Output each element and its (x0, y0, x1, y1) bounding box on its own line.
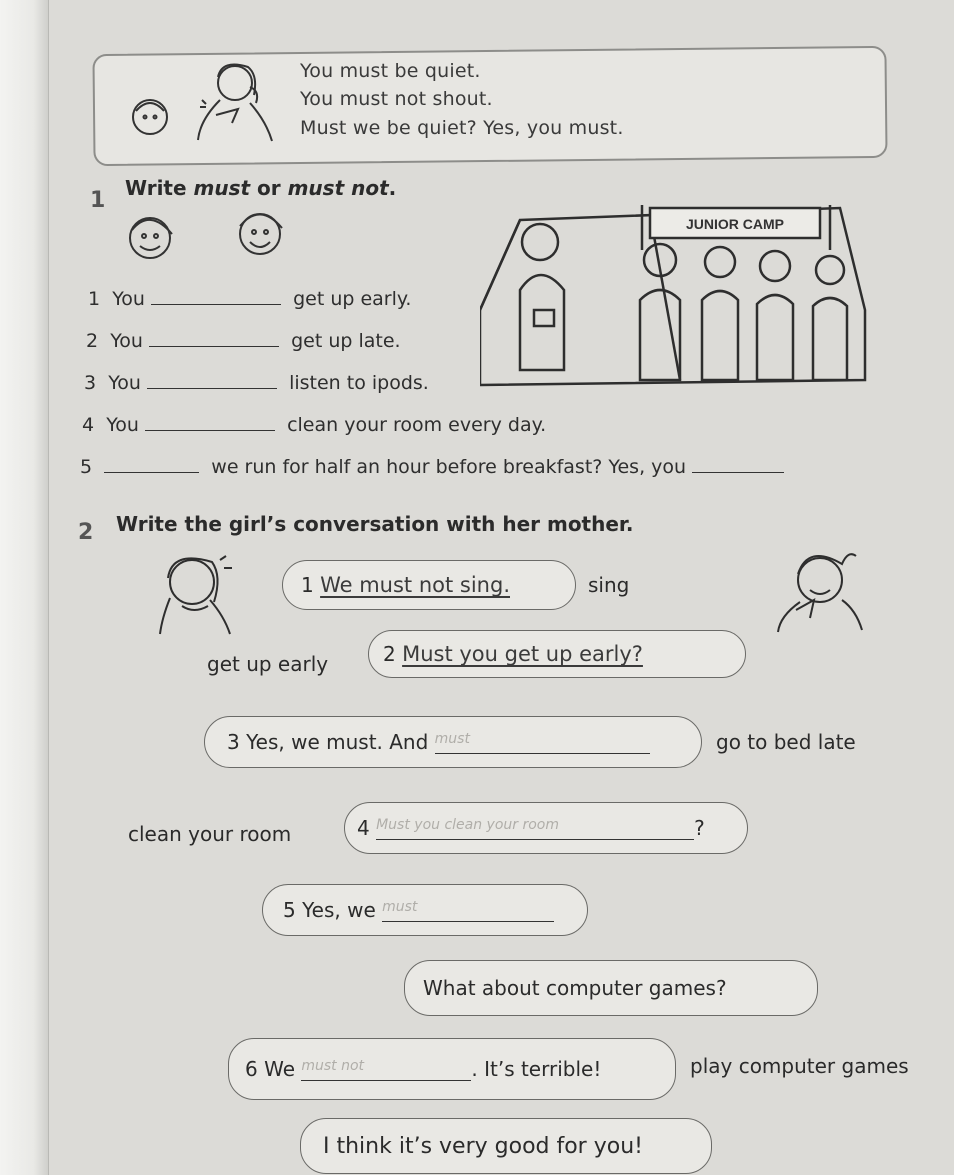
grammar-line-3: Must we be quiet? Yes, you must. (300, 117, 624, 139)
cue-clean-your-room: clean your room (128, 822, 292, 846)
cue-play-computer-games: play computer games (690, 1054, 909, 1078)
bubble-1: 1 We must not sing. (282, 560, 576, 610)
ex1-blank-5a[interactable] (104, 454, 199, 473)
cue-sing: sing (588, 573, 630, 597)
exercise-1-number: 1 (90, 188, 106, 213)
ex1-item-5: 5 we run for half an hour before breakfast? Yes, you (80, 454, 784, 478)
ex1-item-3: 3 You listen to ipods. (84, 372, 429, 394)
bubble-2-answer[interactable]: Must you get up early? (402, 642, 643, 666)
exercise-2-number: 2 (78, 520, 94, 545)
grammar-illustration (120, 55, 280, 147)
bubble-3: 3 Yes, we must. And must (204, 716, 702, 768)
faces-illustration (120, 200, 300, 270)
bubble-mother-question: What about computer games? (404, 960, 818, 1016)
ex1-blank-5b[interactable] (692, 454, 784, 473)
bubble-3-blank[interactable]: must (435, 731, 650, 754)
bubble-mother-reply: I think it’s very good for you! (300, 1118, 712, 1174)
grammar-line-2: You must not shout. (300, 88, 493, 110)
girl-illustration (150, 548, 245, 643)
ex1-blank-2[interactable] (149, 328, 279, 347)
bubble-5: 5 Yes, we must (262, 884, 588, 936)
ex1-item-1: 1 You get up early. (88, 288, 412, 310)
page-edge (0, 0, 49, 1175)
ex1-item-4: 4 You clean your room every day. (82, 414, 547, 436)
ex1-blank-1[interactable] (151, 286, 281, 305)
grammar-line-1: You must be quiet. (300, 60, 481, 82)
cue-go-to-bed-late: go to bed late (716, 730, 856, 754)
bubble-6: 6 We must not . It’s terrible! (228, 1038, 676, 1100)
ex1-item-2: 2 You get up late. (86, 330, 401, 352)
junior-camp-picture (480, 200, 870, 395)
ex1-blank-3[interactable] (147, 370, 277, 389)
bubble-6-blank[interactable]: must not (301, 1058, 471, 1081)
bubble-4-blank[interactable]: Must you clean your room (376, 817, 694, 840)
bubble-1-answer[interactable]: We must not sing. (320, 573, 510, 597)
bubble-4: 4 Must you clean your room ? (344, 802, 748, 854)
cue-get-up-early: get up early (207, 652, 329, 676)
mother-illustration (770, 540, 880, 640)
bubble-5-blank[interactable]: must (382, 899, 554, 922)
exercise-1-title: Write must or must not. (125, 176, 397, 200)
exercise-2-title: Write the girl’s conversation with her mother. (116, 512, 634, 536)
camp-sign: JUNIOR CAMP (685, 216, 785, 232)
ex1-blank-4[interactable] (145, 412, 275, 431)
bubble-2: 2 Must you get up early? (368, 630, 746, 678)
